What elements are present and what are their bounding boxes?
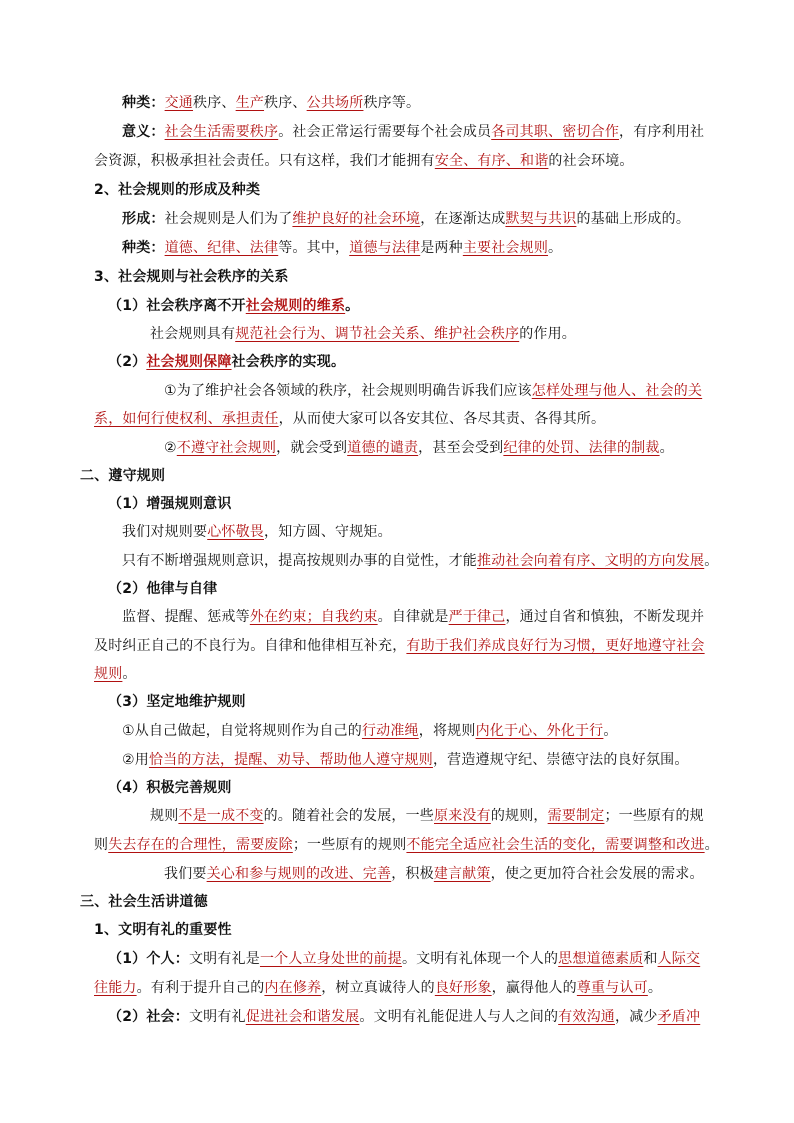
keyword: 默契与共识 <box>505 211 577 227</box>
text-line <box>94 835 719 855</box>
text: ，甚至会受到 <box>418 440 504 456</box>
keyword: 严于律己 <box>448 609 506 625</box>
text: 监督、提醒、惩戒等 <box>122 609 250 625</box>
heading-text: （1）增强规则意识 <box>108 496 232 512</box>
heading-text: 3、社会规则与社会秩序的关系 <box>94 269 289 285</box>
heading-text: 二、遵守规则 <box>80 468 166 484</box>
text: ，在逐渐达成 <box>420 211 506 227</box>
heading-text: （4）积极完善规则 <box>108 780 232 796</box>
keyword: 外在约束；自我约束 <box>249 609 378 625</box>
keyword: 公共场所 <box>306 95 364 111</box>
keyword: 社会生活需要秩序 <box>164 124 279 140</box>
keyword: 不能完全适应社会生活的变化，需要调整和改进 <box>406 837 705 853</box>
text: 。 <box>659 440 674 456</box>
label-individual: （1）个人： <box>108 951 189 967</box>
text-line <box>122 522 392 542</box>
text: 的基础上形成的。 <box>576 211 691 227</box>
sub-heading <box>108 494 232 514</box>
keyword: 交通 <box>164 95 194 111</box>
text: 秩序等。 <box>363 95 421 111</box>
keyword: 纪律的处罚、法律的制裁 <box>503 440 660 456</box>
text: 的社会环境。 <box>548 153 634 169</box>
label-formation: 形成： <box>122 211 165 227</box>
text-line <box>164 381 702 401</box>
text-line <box>122 238 562 258</box>
keyword: 行动准绳 <box>361 723 419 739</box>
text-line <box>122 721 618 741</box>
keyword: 道德、纪律、法律 <box>164 240 279 256</box>
text: 规则 <box>150 808 179 824</box>
keyword: 思想道德素质 <box>558 951 644 967</box>
section-heading <box>94 920 232 940</box>
keyword: 人际交 <box>657 951 701 967</box>
text: 秩序、 <box>193 95 236 111</box>
section-heading <box>94 180 260 200</box>
label-society: （2）社会： <box>108 1009 189 1025</box>
text: 我们要 <box>164 866 207 882</box>
text: 。社会正常运行需要每个社会成员 <box>278 124 492 140</box>
heading-text: 1、文明有礼的重要性 <box>94 922 232 938</box>
text: 秩序、 <box>264 95 307 111</box>
text: 。 <box>548 240 563 256</box>
keyword: 系，如何行使权利、承担责任 <box>94 411 279 427</box>
keyword: 推动社会向着有序、文明的方向发展 <box>477 553 705 569</box>
text-line <box>94 636 705 656</box>
text-line <box>150 324 576 344</box>
heading-text: 三、社会生活讲道德 <box>80 894 208 910</box>
keyword: 需要制定 <box>547 808 605 824</box>
text: 。文明有礼能促进人与人之间的 <box>359 1009 559 1025</box>
keyword: 安全、有序、和谐 <box>434 153 549 169</box>
keyword: 道德的谴责 <box>347 440 419 456</box>
text: 的规则， <box>490 808 548 824</box>
text: ①从自己做起，自觉将规则作为自己的 <box>122 723 362 739</box>
text: ，知方圆、守规矩。 <box>264 524 392 540</box>
text-line <box>122 93 420 113</box>
label-type: 种类： <box>122 240 165 256</box>
text-line <box>108 949 700 969</box>
text: 我们对规则要 <box>122 524 208 540</box>
text: 。文明有礼体现一个人的 <box>401 951 559 967</box>
keyword: 有助于我们养成良好行为习惯，更好地遵守社会 <box>406 638 705 654</box>
text-line <box>94 978 662 998</box>
keyword: 社会规则保障 <box>146 354 232 370</box>
text: 社会规则具有 <box>150 326 236 342</box>
text: 文明有礼 <box>188 1009 246 1025</box>
keyword: 促进社会和谐发展 <box>245 1009 360 1025</box>
keyword: 往能力 <box>94 980 137 996</box>
text-line <box>94 151 634 171</box>
text: ；一些原有的规 <box>604 808 704 824</box>
heading-text: 社会秩序的实现。 <box>231 354 346 370</box>
sub-heading <box>108 579 217 599</box>
keyword: 良好形象 <box>434 980 492 996</box>
keyword: 不是一成不变 <box>178 808 264 824</box>
label-meaning: 意义： <box>122 124 165 140</box>
heading-text: （1）社会秩序离不开 <box>108 298 246 314</box>
text: 。 <box>647 980 663 996</box>
text: ，赢得他人的 <box>491 980 577 996</box>
text: 。 <box>603 723 618 739</box>
text: 及时纠正自己的不良行为。自律和他律相互补充， <box>94 638 407 654</box>
text: 文明有礼是 <box>188 951 260 967</box>
text: ，通过自省和慎独，不断发现并 <box>505 609 705 625</box>
sub-heading <box>108 352 345 372</box>
keyword: 维护良好的社会环境 <box>292 211 421 227</box>
heading-text: （2） <box>108 354 147 370</box>
text: ，就会受到 <box>276 440 348 456</box>
text: ② <box>164 440 177 456</box>
keyword: 恰当的方法，提醒、劝导、帮助他人遵守规则 <box>148 752 433 768</box>
keyword: 规范社会行为、调节社会关系、维护社会秩序 <box>235 326 520 342</box>
text: 社会规则是人们为了 <box>164 211 293 227</box>
text-line <box>108 1007 700 1027</box>
keyword: 失去存在的合理性，需要废除 <box>108 837 293 853</box>
keyword: 怎样处理与他人、社会的关 <box>531 383 703 399</box>
keyword: 内化于心、外化于行 <box>475 723 604 739</box>
chapter-heading <box>80 466 165 486</box>
text: 的。随着社会的发展，一些 <box>263 808 435 824</box>
sub-heading <box>108 778 232 798</box>
text-line <box>122 209 690 229</box>
keyword: 尊重与认可 <box>576 980 648 996</box>
heading-text: （3）坚定地维护规则 <box>108 694 246 710</box>
text-line <box>150 806 704 826</box>
text: 。 <box>704 553 719 569</box>
text: ①为了维护社会各领域的秩序，社会规则明确告诉我们应该 <box>164 383 532 399</box>
keyword: 矛盾冲 <box>657 1009 701 1025</box>
text: 。自律就是 <box>377 609 449 625</box>
text: 的作用。 <box>519 326 577 342</box>
section-heading <box>94 267 289 287</box>
text: 。 <box>704 837 719 853</box>
text-line <box>122 551 718 571</box>
heading-text: 。 <box>345 298 360 314</box>
heading-text: 2、社会规则的形成及种类 <box>94 182 261 198</box>
text: 。有利于提升自己的 <box>136 980 265 996</box>
text-line <box>94 664 137 684</box>
text-line <box>94 409 605 429</box>
text: ，将规则 <box>418 723 476 739</box>
sub-heading <box>108 296 359 316</box>
text: ；一些原有的规则 <box>292 837 407 853</box>
text: ，树立真诚待人的 <box>321 980 435 996</box>
text: 和 <box>643 951 658 967</box>
text: ，使之更加符合社会发展的需求。 <box>490 866 704 882</box>
keyword: 不遵守社会规则 <box>176 440 277 456</box>
keyword: 主要社会规则 <box>462 240 549 256</box>
keyword: 原来没有 <box>434 808 491 824</box>
text: 只有不断增强规则意识，提高按规则办事的自觉性，才能 <box>122 553 477 569</box>
keyword: 社会规则的维系 <box>245 298 346 314</box>
label-type: 种类： <box>122 95 165 111</box>
text: ②用 <box>122 752 149 768</box>
keyword: 生产 <box>235 95 265 111</box>
text: ，营造遵规守纪、崇德守法的良好氛围。 <box>432 752 689 768</box>
keyword: 一个人立身处世的前提 <box>259 951 402 967</box>
keyword: 关心和参与规则的改进、完善 <box>206 866 392 882</box>
text: 。 <box>122 666 137 682</box>
text-line <box>122 122 704 142</box>
heading-text: （2）他律与自律 <box>108 581 218 597</box>
keyword: 建言献策 <box>433 866 491 882</box>
text-line <box>164 864 704 884</box>
keyword: 道德与法律 <box>349 240 421 256</box>
text-line <box>164 438 674 458</box>
text: 等。其中， <box>278 240 350 256</box>
text: 是两种 <box>420 240 463 256</box>
text-line <box>122 750 689 770</box>
chapter-heading <box>80 892 208 912</box>
text: 会资源，积极承担社会责任。只有这样，我们才能拥有 <box>94 153 435 169</box>
keyword: 规则 <box>94 666 123 682</box>
text: ，积极 <box>391 866 434 882</box>
keyword: 有效沟通 <box>558 1009 615 1025</box>
keyword: 内在修养 <box>264 980 322 996</box>
text: ，有序利用社 <box>619 124 705 140</box>
sub-heading <box>108 692 246 712</box>
keyword: 心怀敬畏 <box>207 524 265 540</box>
keyword: 各司其职、密切合作 <box>491 124 620 140</box>
text: 则 <box>94 837 109 853</box>
text-line <box>122 607 704 627</box>
text: ，从而使大家可以各安其位、各尽其责、各得其所。 <box>278 411 606 427</box>
text: ，减少 <box>615 1009 658 1025</box>
